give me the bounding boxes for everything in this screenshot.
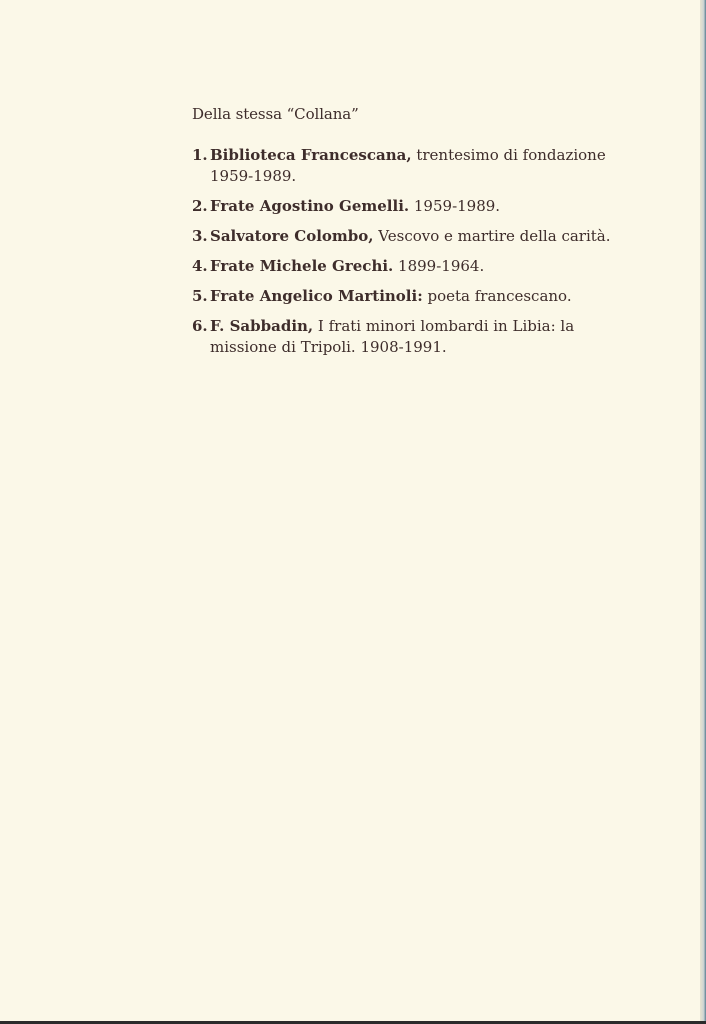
item-entry <box>210 226 632 247</box>
series-list-section <box>192 104 632 367</box>
item-text: 1899-1964. <box>393 257 485 275</box>
item-number: 4. <box>192 257 208 275</box>
list-item <box>192 145 632 187</box>
item-entry <box>210 145 632 187</box>
item-text: trentesimo di fondazione 1959-1989. <box>210 146 606 185</box>
item-title: Frate Michele Grechi. <box>210 257 394 275</box>
item-entry <box>210 316 632 358</box>
page-edge-right <box>700 0 706 1024</box>
item-number: 1. <box>192 146 208 164</box>
item-title: Salvatore Colombo, <box>210 227 374 245</box>
item-text: Vescovo e martire della carità. <box>373 227 611 245</box>
item-number: 3. <box>192 227 208 245</box>
list-item <box>192 196 632 217</box>
item-title: Biblioteca Francescana, <box>210 146 412 164</box>
item-number: 6. <box>192 317 208 335</box>
item-text: poeta francescano. <box>422 287 572 305</box>
item-entry <box>210 286 632 307</box>
item-title: Frate Angelico Martinoli: <box>210 287 423 305</box>
item-number: 2. <box>192 197 208 215</box>
item-text: 1959-1989. <box>409 197 501 215</box>
list-item <box>192 316 632 358</box>
item-title: F. Sabbadin, <box>210 317 314 335</box>
series-heading: Della stessa “Collana” <box>192 105 359 123</box>
list-item <box>192 286 632 307</box>
item-title: Frate Agostino Gemelli. <box>210 197 410 215</box>
item-text: I frati minori lombardi in Libia: la missione di Tripoli. 1908-1991. <box>210 317 575 356</box>
item-entry <box>210 256 632 277</box>
series-list <box>192 145 632 358</box>
item-number: 5. <box>192 287 208 305</box>
list-item <box>192 226 632 247</box>
item-entry <box>210 196 632 217</box>
list-item <box>192 256 632 277</box>
